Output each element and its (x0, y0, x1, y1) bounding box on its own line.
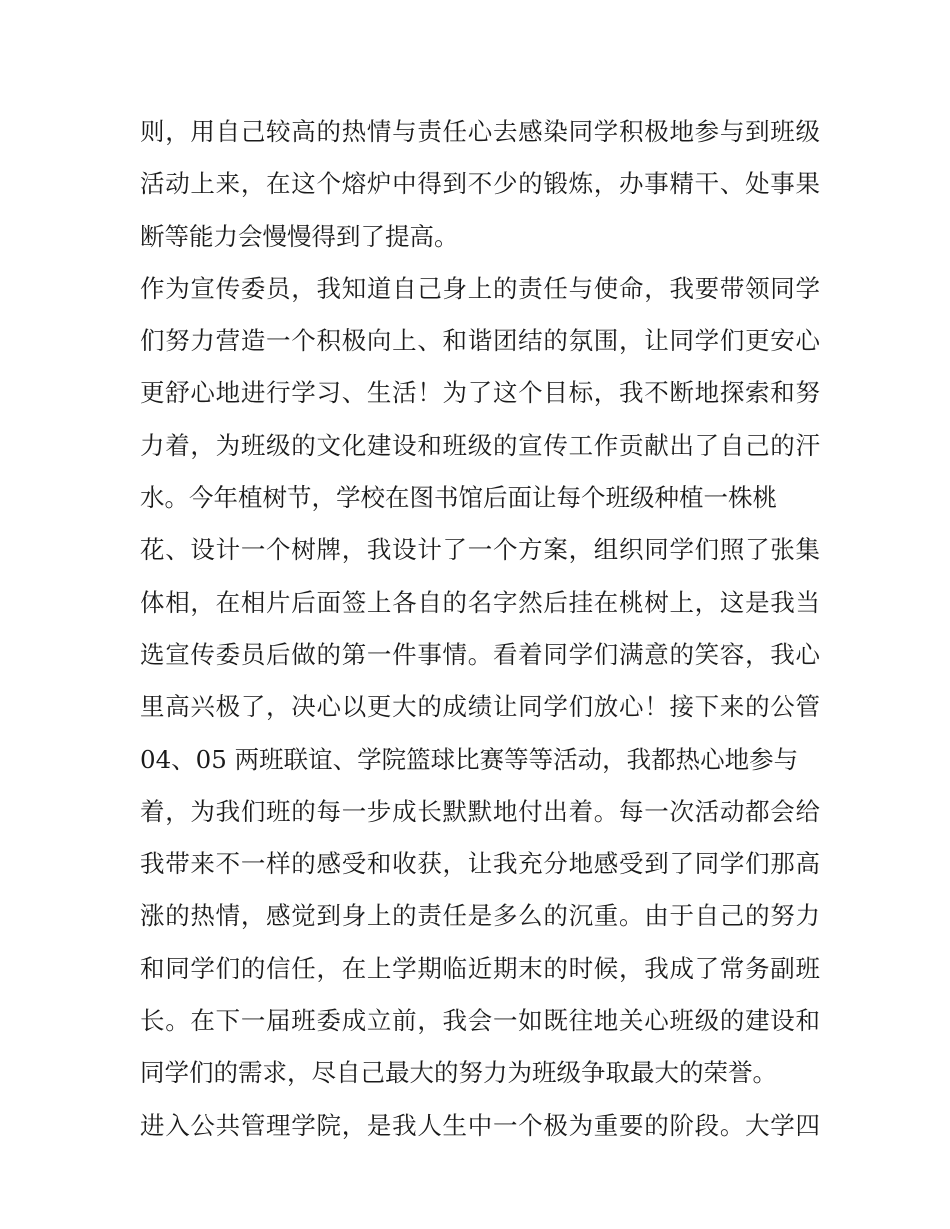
text-line: 力着，为班级的文化建设和班级的宣传工作贡献出了自己的汗 (140, 430, 820, 460)
text-line: 更舒心地进行学习、生活！为了这个目标，我不断地探索和努 (140, 378, 820, 408)
text-line: 活动上来，在这个熔炉中得到不少的锻炼，办事精干、处事果 (140, 169, 820, 199)
text-line: 04、05 两班联谊、学院篮球比赛等等活动，我都热心地参与 (140, 744, 799, 774)
text-line: 们努力营造一个积极向上、和谐团结的氛围，让同学们更安心 (140, 326, 820, 356)
text-line: 选宣传委员后做的第一件事情。看着同学们满意的笑容，我心 (140, 639, 820, 669)
text-line: 里高兴极了，决心以更大的成绩让同学们放心！接下来的公管 (140, 692, 820, 722)
body-text (140, 106, 820, 1152)
text-line: 着，为我们班的每一步成长默默地付出着。每一次活动都会给 (140, 796, 820, 826)
text-line: 涨的热情，感觉到身上的责任是多么的沉重。由于自己的努力 (140, 901, 820, 931)
text-line: 同学们的需求，尽自己最大的努力为班级争取最大的荣誉。 (140, 1058, 777, 1088)
text-line: 长。在下一届班委成立前，我会一如既往地关心班级的建设和 (140, 1006, 820, 1036)
text-line: 断等能力会慢慢得到了提高。 (140, 221, 459, 251)
text-line: 作为宣传委员，我知道自己身上的责任与使命，我要带领同学 (140, 273, 820, 303)
text-line: 和同学们的信任，在上学期临近期末的时候，我成了常务副班 (140, 953, 820, 983)
text-line: 花、设计一个树牌，我设计了一个方案，组织同学们照了张集 (140, 535, 820, 565)
text-line: 则，用自己较高的热情与责任心去感染同学积极地参与到班级 (140, 117, 820, 146)
text-line: 我带来不一样的感受和收获，让我充分地感受到了同学们那高 (140, 849, 820, 879)
text-line: 体相，在相片后面签上各自的名字然后挂在桃树上，这是我当 (140, 587, 820, 617)
text-line: 水。今年植树节，学校在图书馆后面让每个班级种植一株桃 (140, 483, 777, 513)
text-line: 进入公共管理学院，是我人生中一个极为重要的阶段。大学四 (140, 1110, 820, 1140)
